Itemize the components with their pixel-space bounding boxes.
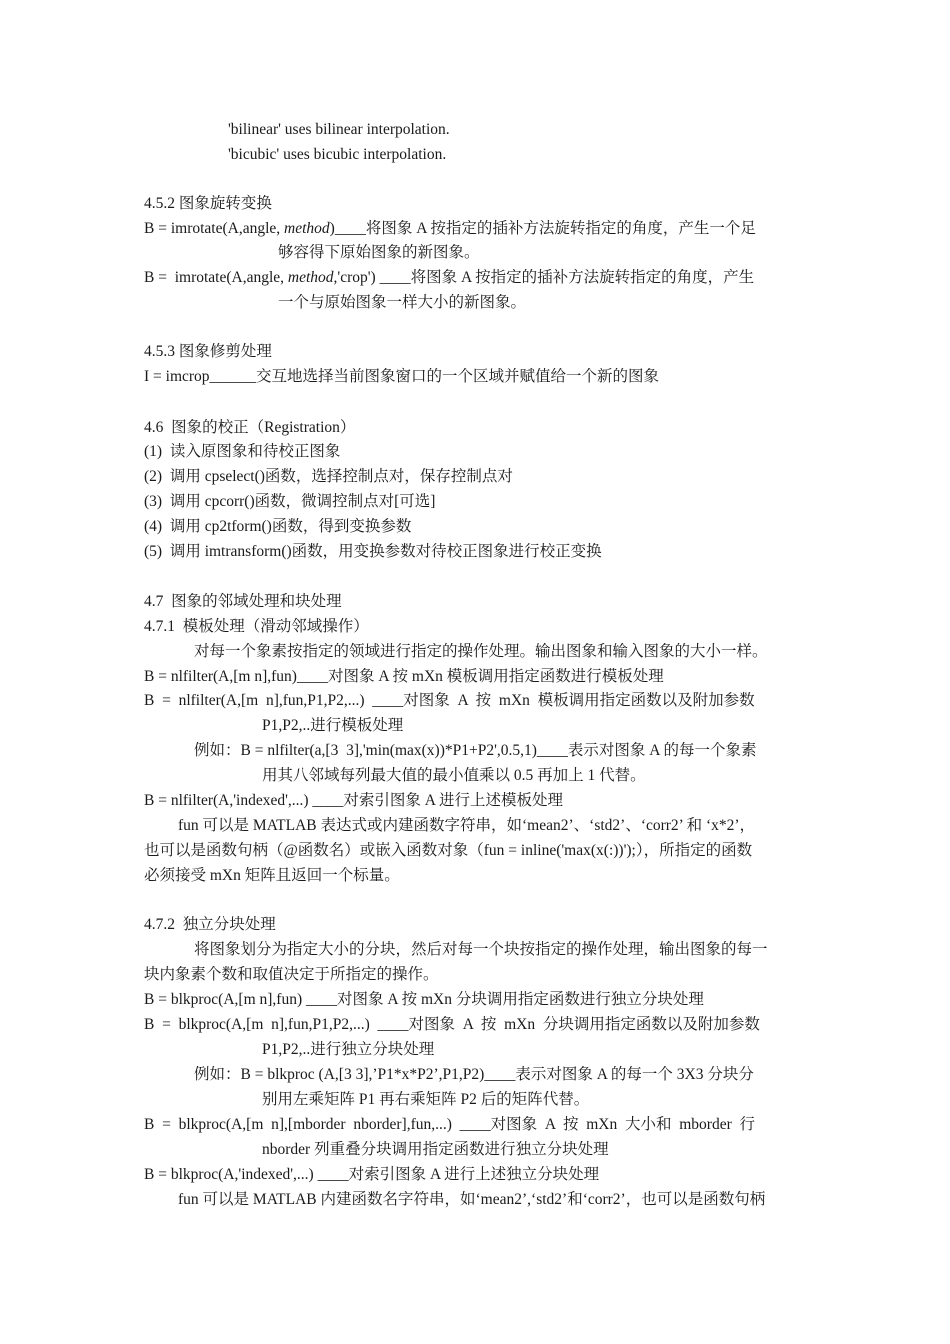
section-heading: 4.7 图象的邻域处理和块处理	[144, 593, 342, 610]
function-line	[144, 268, 754, 288]
list-item: (3) 调用 cpcorr()函数，微调控制点对[可选]	[144, 493, 436, 510]
paragraph-line: fun 可以是 MATLAB 内建函数名字符串，如‘mean2’,‘std2’和‘corr2’，也可以是函数句柄	[178, 1191, 766, 1208]
example-line: 例如：B = blkproc (A,[3 3],’P1*x*P2’,P1,P2)____表示对图象 A 的每一个 3X3 分块分	[194, 1066, 754, 1083]
paragraph-line: 对每一个象素按指定的领域进行指定的操作处理。输出图象和输入图象的大小一样。	[194, 643, 768, 660]
function-line: B = nlfilter(A,[m n],fun,P1,P2,...) ____对图象 A 按 mXn 模板调用指定函数以及附加参数	[144, 692, 755, 709]
text-line: 用其八邻域每列最大值的最小值乘以 0.5 再加上 1 代替。	[262, 767, 646, 784]
paragraph-line: 必须接受 mXn 矩阵且返回一个标量。	[144, 867, 400, 884]
section-heading: 4.5.2 图象旋转变换	[144, 195, 272, 212]
paragraph-line: 也可以是函数句柄（@函数名）或嵌入函数对象（fun = inline('max(x(:))');），所指定的函数	[144, 842, 753, 859]
subsection-heading: 4.7.1 模板处理（滑动邻域操作）	[144, 618, 369, 635]
italic-param: method	[284, 220, 330, 237]
function-line: B = blkproc(A,[m n],fun,P1,P2,...) ____对图象 A 按 mXn 分块调用指定函数以及附加参数	[144, 1016, 760, 1033]
function-line: I = imcrop______交互地选择当前图象窗口的一个区域并赋值给一个新的图象	[144, 368, 660, 385]
subsection-heading: 4.7.2 独立分块处理	[144, 916, 276, 933]
text-line: 'bilinear' uses bilinear interpolation.	[228, 121, 450, 138]
paragraph-line: 将图象划分为指定大小的分块，然后对每一个块按指定的操作处理，输出图象的每一	[194, 941, 768, 958]
paragraph-line: fun 可以是 MATLAB 表达式或内建函数字符串，如‘mean2’、‘std2’、‘corr2’ 和 ‘x*2’，	[178, 817, 756, 834]
code-text: ,'crop') ____将图象 A 按指定的插补方法旋转指定的角度，产生	[333, 269, 755, 286]
function-line	[144, 219, 756, 239]
text-line: nborder 列重叠分块调用指定函数进行独立分块处理	[262, 1141, 609, 1158]
paragraph-line: 块内象素个数和取值决定于所指定的操作。	[144, 966, 439, 983]
function-line: B = blkproc(A,[m n],[mborder nborder],fun,...) ____对图象 A 按 mXn 大小和 mborder 行	[144, 1116, 755, 1133]
text-line: 别用左乘矩阵 P1 再右乘矩阵 P2 后的矩阵代替。	[262, 1091, 590, 1108]
function-line: B = blkproc(A,'indexed',...) ____对索引图象 A 进行上述独立分块处理	[144, 1166, 600, 1183]
function-line: B = blkproc(A,[m n],fun) ____对图象 A 按 mXn 分块调用指定函数进行独立分块处理	[144, 991, 704, 1008]
text-line: 一个与原始图象一样大小的新图象。	[278, 294, 527, 311]
list-item: (5) 调用 imtransform()函数，用变换参数对待校正图象进行校正变换	[144, 543, 602, 560]
list-item: (4) 调用 cp2tform()函数，得到变换参数	[144, 518, 412, 535]
list-item: (2) 调用 cpselect()函数，选择控制点对，保存控制点对	[144, 468, 513, 485]
list-item: (1) 读入原图象和待校正图象	[144, 443, 341, 460]
code-text: B = imrotate(A,angle,	[144, 269, 288, 286]
text-line: 够容得下原始图象的新图象。	[278, 244, 480, 261]
function-line: B = nlfilter(A,'indexed',...) ____对索引图象 A 进行上述模板处理	[144, 792, 564, 809]
text-line: P1,P2,..进行独立分块处理	[262, 1041, 435, 1058]
code-text: )____将图象 A 按指定的插补方法旋转指定的角度，产生一个足	[329, 220, 756, 237]
section-heading: 4.6 图象的校正（Registration）	[144, 419, 356, 436]
text-line: P1,P2,..进行模板处理	[262, 717, 404, 734]
section-heading: 4.5.3 图象修剪处理	[144, 343, 272, 360]
italic-param: method	[287, 269, 334, 286]
text-line: 'bicubic' uses bicubic interpolation.	[228, 146, 447, 163]
example-line: 例如：B = nlfilter(a,[3 3],'min(max(x))*P1+P2',0.5,1)____表示对图象 A 的每一个象素	[194, 742, 757, 759]
function-line: B = nlfilter(A,[m n],fun)____对图象 A 按 mXn 模板调用指定函数进行模板处理	[144, 668, 664, 685]
code-text: B = imrotate(A,angle,	[144, 220, 285, 237]
